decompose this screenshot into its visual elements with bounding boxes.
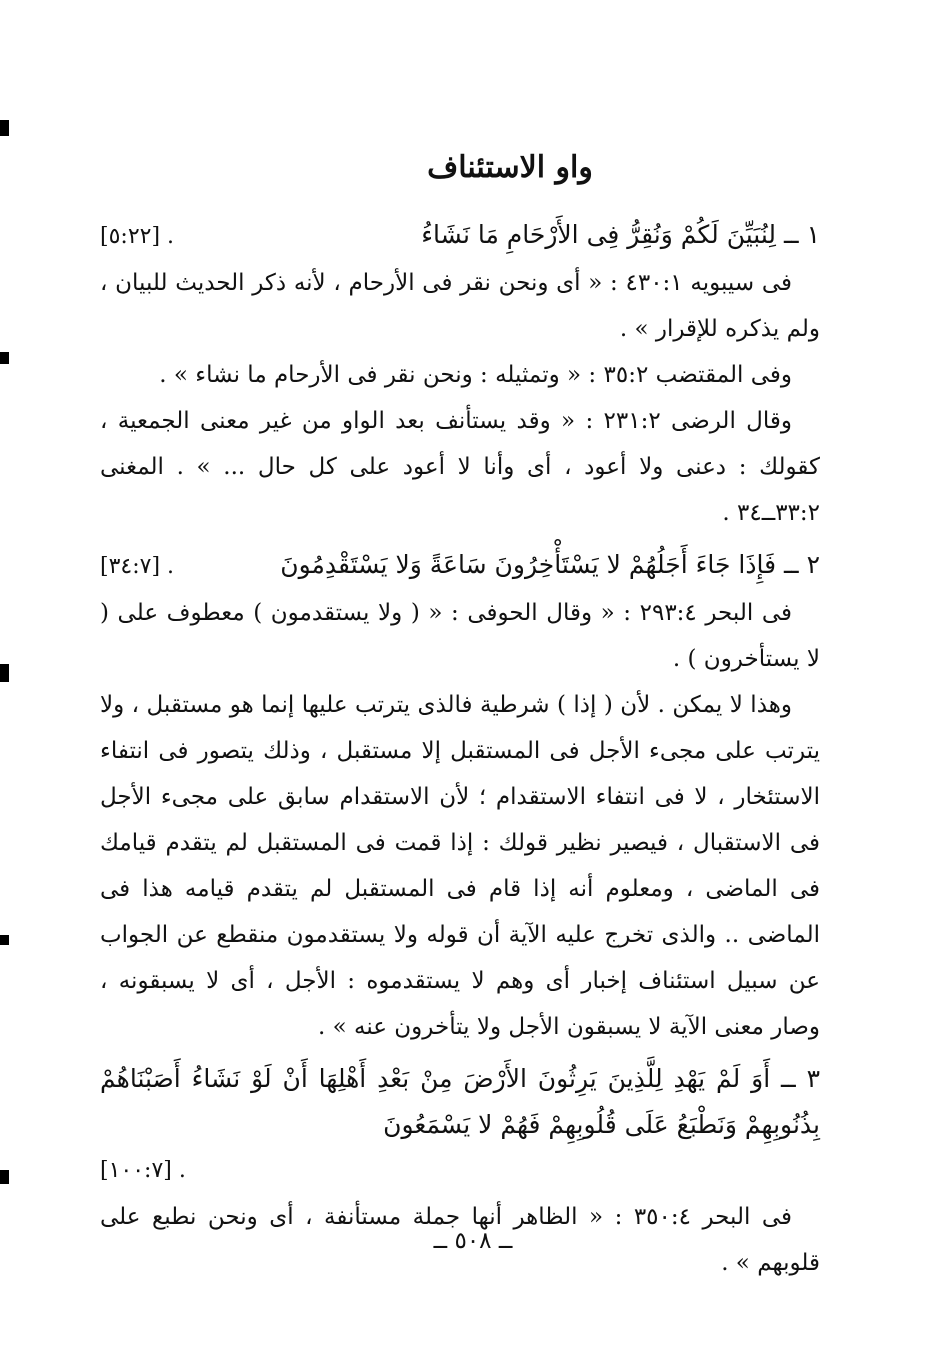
commentary-paragraph: فى سيبويه ٤٣٠:١ : « أى ونحن نقر فى الأرحام ، لأنه ذكر الحديث للبيان ، ولم يذكره للإقرار » . xyxy=(100,270,820,342)
commentary-paragraph: وهذا لا يمكن . لأن ( إذا ) شرطية فالذى يترتب عليها إنما هو مستقبل ، ولا يترتب على مجىء الأجل فى المستقبل إلا مستقبل ، وذلك يتصور فى انتفاء الاستئخار ، لا فى انتفاء الاستقدام ؛ لأن الاستقدام سابق على مجىء الأجل فى الاستقبال ، فيصير نظير قولك : إذا قمت فى المستقبل لم يتقدم قيامك فى الماضى ، ومعلوم أنه إذا قام فى المستقبل لم يتقدم قيامه هذا فى الماضى .. والذى تخرج عليه الآية أن قوله ولا يستقدمون منقطع عن الجواب عن سبيل استئناف إخبار أى وهم لا يستقدموه : الأجل ، أى لا يسبقونه ، وصار معنى الآية لا يسبقون الأجل ولا يتأخرون عنه » . xyxy=(100,692,820,1040)
verse-reference: [٣٤:٧] . xyxy=(100,554,175,579)
commentary-paragraph: وقال الرضى ٢٣١:٢ : « وقد يستأنف بعد الواو من غير معنى الجمعية ، كقولك : دعنى ولا أعود ، أى وأنا لا أعود على كل حال ... » . المغنى ٣٣:٢ــ٣٤ . xyxy=(100,408,820,526)
page-title: واو الاستئناف xyxy=(427,150,593,185)
verse-reference: [٥:٢٢] . xyxy=(100,224,175,249)
commentary-paragraph: فى البحر ٢٩٣:٤ : « وقال الحوفى : « ( ولا يستقدمون ) معطوف على ( لا يستأخرون ) . xyxy=(100,600,820,672)
quran-verse: ١ ــ لِنُبَيِّنَ لَكُمْ وَنُقِرُّ فِى الأَرْحَامِ مَا نَشَاءُ xyxy=(421,220,820,249)
scan-edge-mark xyxy=(0,120,9,136)
scan-edge-mark xyxy=(0,664,9,682)
verse-reference-line xyxy=(100,1148,820,1194)
commentary-paragraph: فى البحر ٣٥٠:٤ : « الظاهر أنها جملة مستأنفة ، أى ونحن نطبع على قلوبهم » . xyxy=(100,1204,820,1276)
page-content xyxy=(100,148,820,1286)
verse-reference: [١٠٠:٧] . xyxy=(100,1158,186,1183)
quran-verse: ٢ ــ فَإِذَا جَاءَ أَجَلُهُمْ لا يَسْتَأْخِرُونَ سَاعَةً وَلا يَسْتَقْدِمُونَ xyxy=(280,550,820,579)
scan-edge-mark xyxy=(0,1170,9,1184)
verse-line xyxy=(100,212,820,260)
verse-line xyxy=(100,542,820,590)
page-number: ــ ٥٠٨ ــ xyxy=(433,1228,513,1254)
scan-edge-mark xyxy=(0,352,9,364)
commentary-paragraph: وفى المقتضب ٣٥:٢ : « وتمثيله : ونحن نقر فى الأرحام ما نشاء » . xyxy=(159,362,792,388)
quran-verse: ٣ ــ أَوَ لَمْ يَهْدِ لِلَّذِينَ يَرِثُونَ الأَرْضَ مِنْ بَعْدِ أَهْلِهَا أَنْ لَوْ نَشَاءُ أَصَبْنَاهُمْ بِذُنُوبِهِمْ وَنَطْبَعُ عَلَى قُلُوبِهِمْ فَهُمْ لا يَسْمَعُونَ xyxy=(100,1064,820,1139)
scan-edge-mark xyxy=(0,935,9,945)
